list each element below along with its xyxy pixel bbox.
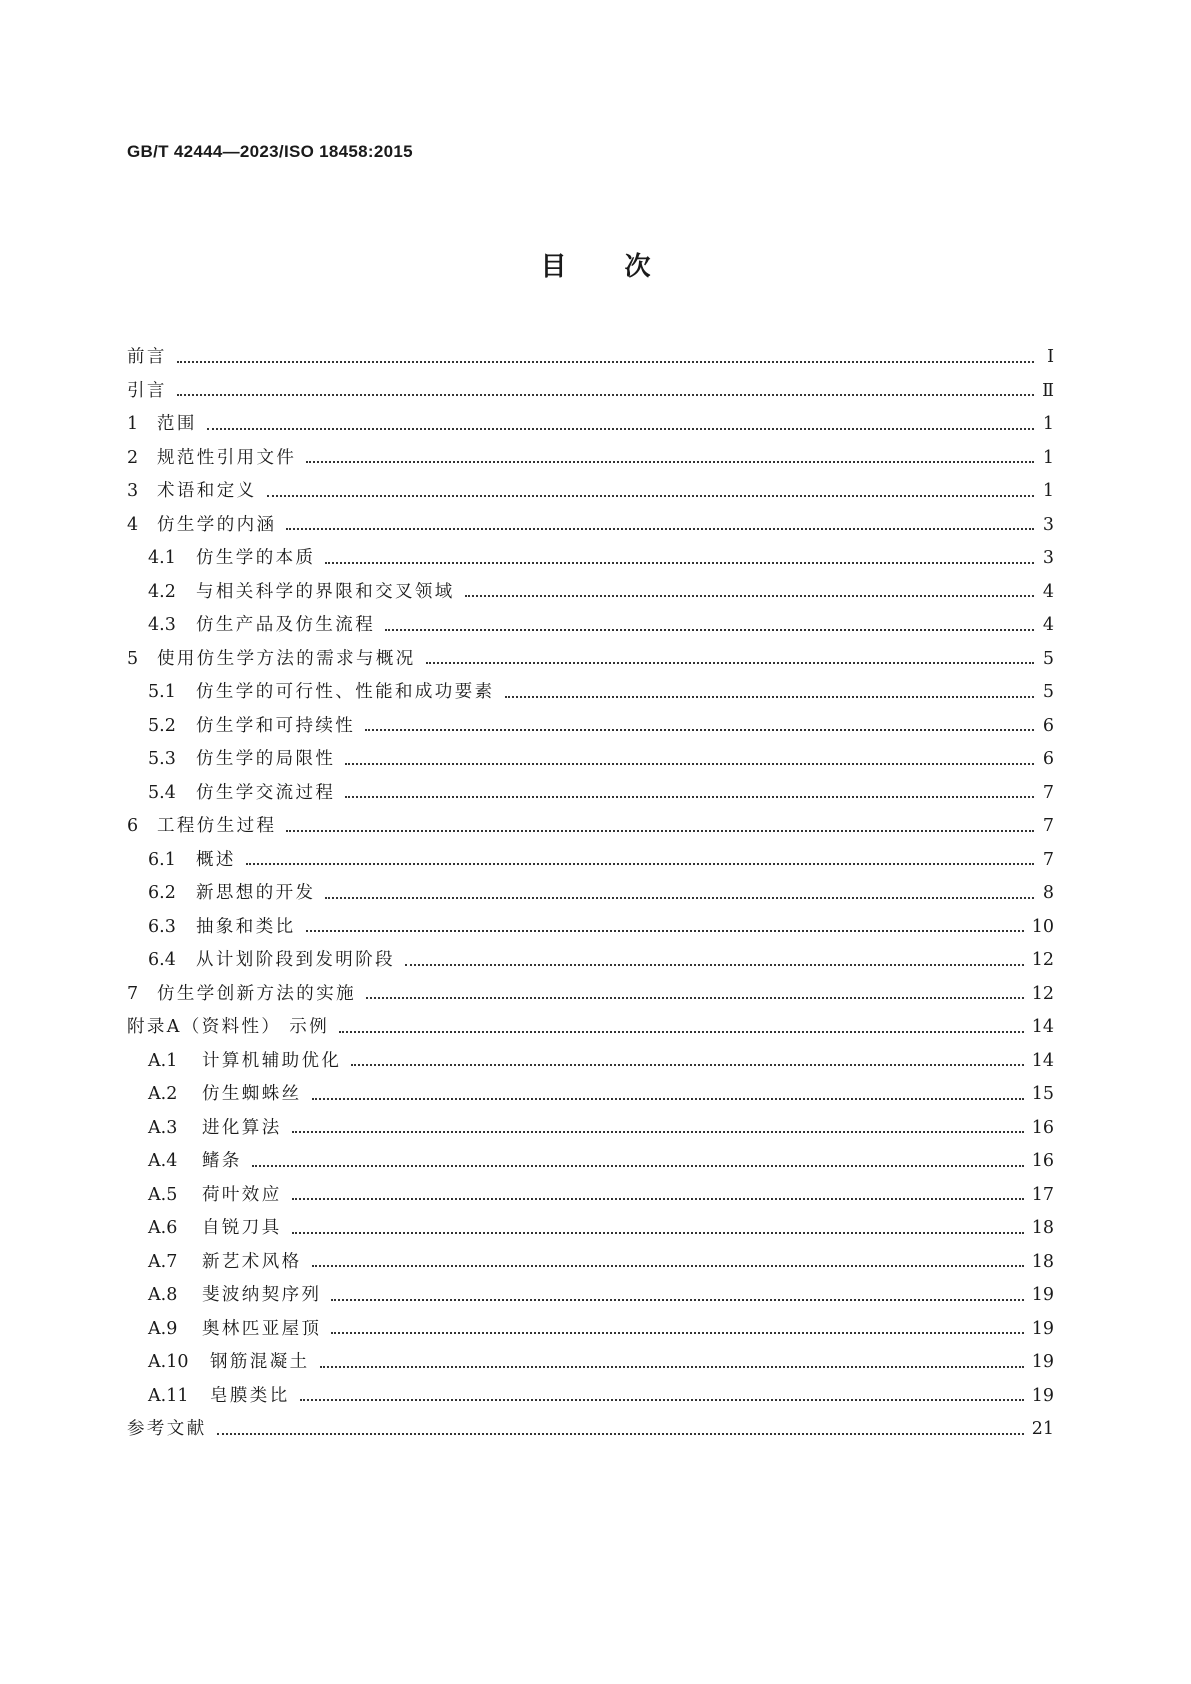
toc-entry-label: 规范性引用文件 <box>157 447 297 468</box>
leader-dots <box>345 763 1034 765</box>
leader-dots <box>177 361 1034 363</box>
toc-entry-page: 19 <box>1031 1318 1054 1339</box>
toc-entry-number: 1 <box>127 414 139 434</box>
leader-dots <box>331 1299 1023 1301</box>
toc-entry-bibliography[interactable] <box>127 1413 1054 1447</box>
toc-entry-page: 7 <box>1042 782 1054 803</box>
toc-entry-page: 16 <box>1031 1117 1054 1138</box>
leader-dots <box>505 696 1035 698</box>
toc-entry-introduction[interactable] <box>127 375 1054 409</box>
toc-entry-number: A.1 <box>148 1050 178 1071</box>
leader-dots <box>252 1165 1024 1167</box>
toc-entry-page: Ⅱ <box>1042 380 1054 401</box>
toc-entry-number: 3 <box>127 481 139 501</box>
leader-dots <box>312 1098 1024 1100</box>
leader-dots <box>207 428 1034 430</box>
toc-entry-page: 4 <box>1042 581 1054 602</box>
leader-dots <box>405 964 1024 966</box>
toc-entry-5-4[interactable] <box>127 777 1054 811</box>
toc-entry-label: 新艺术风格 <box>202 1251 302 1272</box>
toc-entry-page: 15 <box>1031 1084 1054 1104</box>
leader-dots <box>385 629 1034 631</box>
leader-dots <box>292 1232 1024 1234</box>
toc-entry-number: 4 <box>127 514 139 535</box>
toc-entry-number: 5 <box>127 648 139 669</box>
toc-entry-4-3[interactable] <box>127 609 1054 643</box>
toc-entry-label: 仿生学交流过程 <box>196 782 336 803</box>
leader-dots <box>320 1366 1024 1368</box>
leader-dots <box>286 830 1034 832</box>
toc-entry-number: 5.1 <box>148 682 176 702</box>
toc-entry-label: 仿生产品及仿生流程 <box>196 615 376 635</box>
toc-entry-page: 21 <box>1031 1419 1054 1439</box>
toc-entry-label: 钢筋混凝土 <box>210 1352 310 1372</box>
standard-code: GB/T 42444—2023/ISO 18458:2015 <box>127 142 413 161</box>
toc-entry-page: 16 <box>1031 1151 1054 1171</box>
toc-entry-label: 概述 <box>196 849 236 870</box>
toc-entry-label: 工程仿生过程 <box>157 816 277 836</box>
toc-entry-a-8[interactable] <box>127 1279 1054 1313</box>
toc-entry-label: 皂膜类比 <box>210 1385 290 1406</box>
toc-entry-label: 术语和定义 <box>157 481 257 501</box>
toc-entry-label: 仿生学创新方法的实施 <box>157 983 356 1004</box>
toc-entry-number: A.3 <box>148 1117 178 1138</box>
toc-entry-number: 5.4 <box>148 782 176 803</box>
toc-entry-annex-a[interactable] <box>127 1011 1054 1045</box>
page-title: 目次 <box>540 252 709 282</box>
toc-entry-label: 斐波纳契序列 <box>202 1285 322 1305</box>
toc-entry-7[interactable] <box>127 978 1054 1012</box>
toc-entry-page: 19 <box>1031 1352 1054 1372</box>
leader-dots <box>306 461 1034 463</box>
toc-entry-label: 附录A（资料性） 示例 <box>127 1017 330 1037</box>
toc-entry-number: 6.4 <box>148 950 176 970</box>
leader-dots <box>292 1198 1024 1200</box>
toc-entry-page: 14 <box>1031 1017 1054 1037</box>
toc-entry-number: A.11 <box>148 1385 189 1406</box>
leader-dots <box>465 595 1034 597</box>
toc-entry-page: 7 <box>1042 849 1054 870</box>
toc-entry-foreword[interactable] <box>127 341 1054 375</box>
leader-dots <box>345 796 1034 798</box>
toc-entry-number: A.9 <box>148 1318 178 1339</box>
toc-entry-6-3[interactable] <box>127 911 1054 945</box>
toc-entry-a-1[interactable] <box>127 1045 1054 1079</box>
toc-entry-page: 5 <box>1042 648 1054 669</box>
toc-entry-number: 6.3 <box>148 916 176 937</box>
toc-entry-number: 7 <box>127 983 139 1004</box>
toc-entry-page: 1 <box>1042 481 1054 501</box>
toc-entry-label: 参考文献 <box>127 1419 207 1439</box>
toc-entry-a-2[interactable] <box>127 1078 1054 1112</box>
leader-dots <box>292 1131 1024 1133</box>
toc-entry-page: 10 <box>1031 916 1054 937</box>
toc-entry-page: 17 <box>1031 1184 1054 1205</box>
toc-entry-5-1[interactable] <box>127 676 1054 710</box>
leader-dots <box>306 930 1024 932</box>
toc-entry-number: 4.1 <box>148 548 176 568</box>
toc-entry-3[interactable] <box>127 475 1054 509</box>
toc-entry-page: 12 <box>1031 983 1054 1004</box>
toc-entry-a-10[interactable] <box>127 1346 1054 1380</box>
toc-entry-label: 使用仿生学方法的需求与概况 <box>157 648 416 669</box>
toc-entry-number: 4.2 <box>148 581 176 602</box>
toc-entry-label: 前言 <box>127 347 167 367</box>
toc-entry-label: 仿生学的本质 <box>196 548 316 568</box>
toc-entry-4[interactable] <box>127 509 1054 543</box>
toc-entry-label: 新思想的开发 <box>196 883 316 903</box>
toc-entry-a-6[interactable] <box>127 1212 1054 1246</box>
toc-entry-1[interactable] <box>127 408 1054 442</box>
toc-entry-page: 19 <box>1031 1385 1054 1406</box>
toc-entry-label: 抽象和类比 <box>196 916 296 937</box>
toc-entry-4-1[interactable] <box>127 542 1054 576</box>
toc-entry-number: A.6 <box>148 1218 178 1238</box>
toc-entry-5[interactable] <box>127 643 1054 677</box>
toc-entry-page: 18 <box>1031 1218 1054 1238</box>
leader-dots <box>246 863 1034 865</box>
toc-entry-page: 14 <box>1031 1050 1054 1071</box>
toc-entry-6[interactable] <box>127 810 1054 844</box>
toc-entry-6-2[interactable] <box>127 877 1054 911</box>
toc-entry-label: 仿生学的内涵 <box>157 514 277 535</box>
toc-entry-label: 仿生学的局限性 <box>196 749 336 769</box>
toc-entry-number: A.7 <box>148 1251 178 1272</box>
toc-entry-label: 荷叶效应 <box>202 1184 282 1205</box>
toc-entry-6-1[interactable] <box>127 844 1054 878</box>
leader-dots <box>177 394 1034 396</box>
toc-entry-page: 5 <box>1042 682 1054 702</box>
toc-entry-number: 4.3 <box>148 615 176 635</box>
toc-entry-page: 19 <box>1031 1285 1054 1305</box>
toc-entry-page: 3 <box>1042 548 1054 568</box>
toc-entry-label: 鳍条 <box>202 1151 242 1171</box>
toc-entry-number: 5.2 <box>148 715 176 736</box>
leader-dots <box>426 662 1034 664</box>
leader-dots <box>217 1433 1024 1435</box>
leader-dots <box>300 1399 1024 1401</box>
toc-entry-label: 计算机辅助优化 <box>202 1050 342 1071</box>
toc-entry-label: 范围 <box>157 414 197 434</box>
toc-entry-label: 仿生学的可行性、性能和成功要素 <box>196 682 495 702</box>
toc-entry-number: A.5 <box>148 1184 178 1205</box>
leader-dots <box>331 1332 1023 1334</box>
toc-entry-6-4[interactable] <box>127 944 1054 978</box>
toc-entry-page: 18 <box>1031 1251 1054 1272</box>
toc-entry-page: 3 <box>1042 514 1054 535</box>
toc-entry-number: 6 <box>127 816 139 836</box>
toc-entry-label: 进化算法 <box>202 1117 282 1138</box>
toc-entry-label: 仿生蜘蛛丝 <box>202 1084 302 1104</box>
toc-entry-a-11[interactable] <box>127 1380 1054 1414</box>
toc-entry-number: A.2 <box>148 1084 178 1104</box>
toc-entry-2[interactable] <box>127 442 1054 476</box>
toc-entry-5-2[interactable] <box>127 710 1054 744</box>
toc-entry-4-2[interactable] <box>127 576 1054 610</box>
toc-entry-page: 6 <box>1042 749 1054 769</box>
toc-entry-page: 12 <box>1031 950 1054 970</box>
leader-dots <box>312 1265 1024 1267</box>
table-of-contents <box>127 341 1054 1447</box>
leader-dots <box>366 997 1024 999</box>
toc-entry-number: 5.3 <box>148 749 176 769</box>
leader-dots <box>325 562 1034 564</box>
toc-entry-page: 1 <box>1042 414 1054 434</box>
toc-entry-label: 从计划阶段到发明阶段 <box>196 950 395 970</box>
toc-entry-a-5[interactable] <box>127 1179 1054 1213</box>
toc-entry-label: 仿生学和可持续性 <box>196 715 356 736</box>
toc-entry-5-3[interactable] <box>127 743 1054 777</box>
toc-entry-number: 6.1 <box>148 849 176 870</box>
leader-dots <box>286 528 1034 530</box>
leader-dots <box>325 897 1034 899</box>
toc-entry-a-9[interactable] <box>127 1313 1054 1347</box>
leader-dots <box>351 1064 1023 1066</box>
toc-entry-number: A.8 <box>148 1285 178 1305</box>
toc-entry-page: 4 <box>1042 615 1054 635</box>
toc-entry-a-4[interactable] <box>127 1145 1054 1179</box>
toc-entry-label: 奥林匹亚屋顶 <box>202 1318 322 1339</box>
toc-entry-number: A.4 <box>148 1151 178 1171</box>
leader-dots <box>365 729 1034 731</box>
toc-entry-page: 7 <box>1042 816 1054 836</box>
toc-entry-label: 与相关科学的界限和交叉领域 <box>196 581 455 602</box>
leader-dots <box>339 1031 1024 1033</box>
toc-entry-a-7[interactable] <box>127 1246 1054 1280</box>
toc-entry-a-3[interactable] <box>127 1112 1054 1146</box>
toc-entry-number: 6.2 <box>148 883 176 903</box>
toc-entry-page: Ⅰ <box>1047 347 1054 367</box>
toc-entry-page: 1 <box>1042 447 1054 468</box>
toc-entry-label: 自锐刀具 <box>202 1218 282 1238</box>
toc-entry-page: 8 <box>1042 883 1054 903</box>
toc-entry-number: A.10 <box>148 1352 189 1372</box>
toc-entry-page: 6 <box>1042 715 1054 736</box>
toc-entry-label: 引言 <box>127 380 167 401</box>
leader-dots <box>267 495 1035 497</box>
toc-entry-number: 2 <box>127 447 139 468</box>
